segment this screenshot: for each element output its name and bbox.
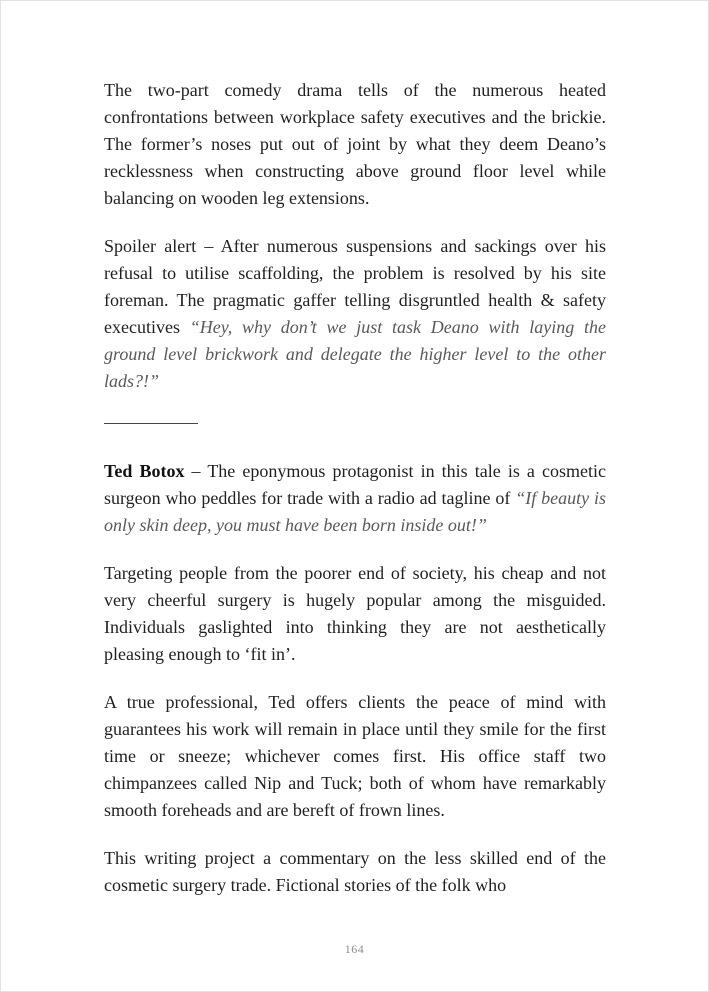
paragraph-writing-project [104,845,606,899]
paragraph-targeting-people [104,560,606,668]
paragraph-true-professional [104,689,606,824]
text-run: The two-part comedy drama tells of the numerous heated confrontations between workplace safety executives and the brickie. The former’s noses put out of joint by what they deem Deano’s recklessness when constructing above ground floor level while balancing on wooden leg extensions. [104,80,606,208]
paragraph-spoiler-alert [104,233,606,395]
text-run: This writing project a commentary on the less skilled end of the cosmetic surgery trade. Fictional stories of the folk who [104,848,606,895]
paragraph-brickie-confrontations [104,77,606,212]
page-number: 164 [344,942,365,956]
text-run: Spoiler alert – After numerous suspensions and sackings over his refusal to utilise scaffolding, the problem is resolved by his site foreman. The pragmatic gaffer telling disgruntled health & safety executives [104,236,606,337]
text-run: – The eponymous protagonist in this tale is a cosmetic surgeon who peddles for trade with a radio ad tagline of [104,461,606,508]
quote-run: “Hey, why don’t we just task Deano with laying the ground level brickwork and delegate the higher level to the other lads?!” [104,317,607,391]
section-divider [104,423,198,424]
quote-run: “If beauty is only skin deep, you must have been born inside out!” [104,488,606,535]
character-name-run: Ted Botox [104,461,185,481]
paragraph-ted-botox-intro [104,458,606,539]
page-content [104,77,606,920]
text-run: Targeting people from the poorer end of society, his cheap and not very cheerful surgery is hugely popular among the misguided. Individuals gaslighted into thinking they are not aesthetically pleasing enough to ‘fit in’. [104,563,606,664]
text-run: A true professional, Ted offers clients the peace of mind with guarantees his work will remain in place until they smile for the first time or sneeze; whichever comes first. His office staff two chimpanzees called Nip and Tuck; both of whom have remarkably smooth foreheads and are bereft of frown lines. [104,692,606,820]
